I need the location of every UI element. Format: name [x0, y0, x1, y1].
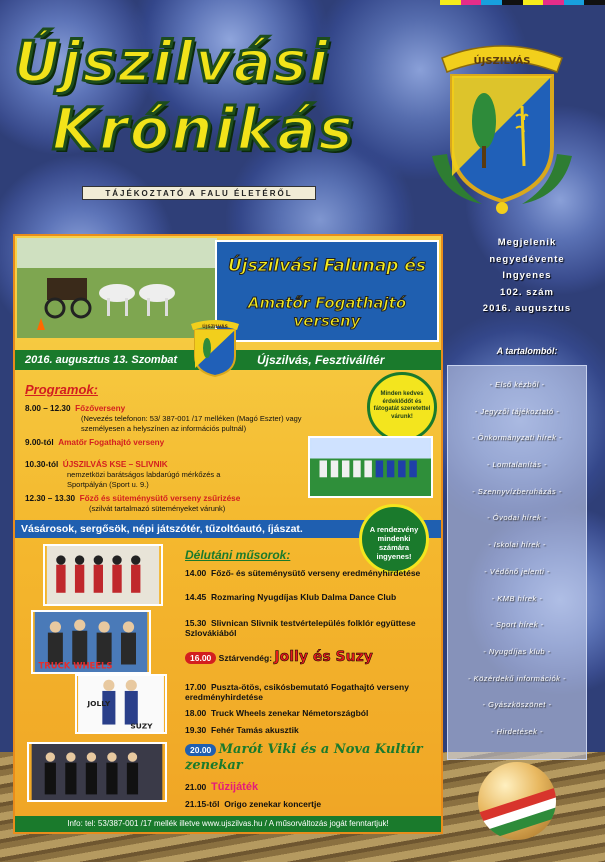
toc-item[interactable]: - Szennyvízberuházás - — [472, 486, 562, 496]
folk-dance-photo — [43, 544, 163, 606]
evening-item: 18.00 Truck Wheels zenekar Németországból — [185, 708, 369, 718]
color-bar — [440, 0, 605, 5]
toc-item[interactable]: - Védőnő jelenti - — [484, 566, 550, 576]
toc-item[interactable]: - KMB hírek - — [491, 593, 543, 603]
evening-item: 20.00 Marót Viki és a Nova Kultúr zenekar — [185, 742, 423, 773]
poster-crest-label: ÚJSZILVÁS — [202, 325, 228, 330]
village-crest-icon — [412, 36, 592, 216]
band-photo — [27, 742, 167, 802]
truck-wheels-label: TRUCK WHEELS — [38, 660, 113, 671]
crest-label: ÚJSZILVÁS — [473, 56, 531, 67]
evening-item: 15.30 Slivnican Slivnik testvértelepülés folklór együttese Szlovákiából — [185, 618, 416, 638]
toc-heading: A tartalomból: — [496, 346, 558, 356]
program-item: 10.30-tól ÚJSZILVÁS KSE – SLIVNIK nemzetközi barátságos labdarúgó mérkőzés a Sportpályán (Sport u. 9.) — [25, 460, 221, 489]
jolly-suzy-photo — [75, 674, 167, 734]
evening-item: 14.45 Rozmaring Nyugdíjas Klub Dalma Dance Club — [185, 592, 397, 602]
banner-title-line1: Újszilvási Falunap és — [227, 256, 427, 276]
jolly-label: JOLLY — [87, 698, 111, 708]
headline-band-name: Marót Viki és a Nova Kultúr zenekar — [185, 742, 423, 773]
free-entry-seal: A rendezvény mindenki számára ingyenes! — [359, 504, 429, 574]
fireworks-label: Tűzijáték — [211, 781, 259, 793]
suzy-label: SUZY — [130, 721, 153, 731]
program-item: 9.00-tól Amatőr Fogathajtó verseny — [25, 438, 165, 447]
banner-title-line2: Amatőr Fogathajtó verseny — [247, 294, 407, 330]
toc-item[interactable]: - Lomtalanítás - — [486, 460, 548, 470]
toc-item[interactable]: - Jegyzői tájékoztató - — [474, 406, 560, 416]
masthead-title-line1: Újszilvási — [14, 30, 330, 95]
evening-item: 17.00 Puszta-ötös, csikósbemutató Fogathajtó verseny eredményhirdetése — [185, 682, 409, 702]
issue-line: 2016. augusztus — [482, 303, 572, 314]
toc-item[interactable]: - Hirdetések - — [490, 726, 544, 736]
program-item: 12.30 – 13.30 Főző és süteménysütő verseny zsűrizése (szilvát tartalmazó süteményeket várunk) — [25, 494, 241, 513]
toc-item[interactable]: - Óvodai hírek - — [487, 513, 547, 523]
toc-item[interactable]: - Önkormányzati hírek - — [472, 433, 562, 443]
toc-item[interactable]: - Iskolai hírek - — [488, 540, 546, 550]
truck-wheels-photo — [31, 610, 151, 674]
masthead — [14, 30, 434, 162]
event-banner — [215, 240, 439, 342]
event-place: Újszilvás, Fesztiválítér — [257, 353, 385, 367]
masthead-subtitle: TÁJÉKOZTATÓ A FALU ÉLETÉRŐL — [82, 186, 316, 200]
football-team-photo — [308, 436, 433, 498]
poster-crest-icon — [187, 318, 243, 378]
event-date: 2016. augusztus 13. Szombat — [25, 354, 178, 366]
evening-item: 19.30 Fehér Tamás akusztik — [185, 725, 299, 735]
evening-item: 16.00 Sztárvendég: Jolly és Suzy — [185, 652, 435, 664]
program-item: 8.00 – 12.30 Főzőverseny (Nevezés telefonon: 53/ 387-001 /17 melléken (Magó Eszter) vagy személyesen a helyszínen az információs pultnál) — [25, 404, 302, 433]
poster-footer: Info: tel: 53/387-001 /17 mellék illetve www.ujszilvas.hu / A műsorváltozás jogát fenntartjuk! — [15, 816, 441, 832]
issue-line: Megjelenik — [497, 237, 557, 248]
issue-info — [462, 235, 592, 318]
delutani-heading: Délutáni műsorok: — [185, 548, 291, 562]
toc-item[interactable]: - Első kézből - — [489, 380, 545, 389]
masthead-title-line2: Krónikás — [52, 95, 355, 163]
star-guest-name: Jolly és Suzy — [274, 649, 373, 665]
evening-item: 14.00 Főző- és süteménysütő verseny eredményhirdetése — [185, 568, 421, 578]
toc-item[interactable]: - Gyászköszönet - — [482, 700, 552, 710]
table-of-contents — [447, 365, 587, 760]
issue-line: negyedévente — [489, 253, 565, 265]
issue-line: 102. szám — [500, 286, 554, 298]
evening-item: 21.00 Tűzijáték — [185, 781, 259, 793]
issue-line: Ingyenes — [502, 270, 552, 281]
toc-item[interactable]: - Sport hírek - — [490, 620, 544, 630]
toc-item[interactable]: - Közérdekű információk - — [468, 673, 566, 683]
attractions-bar: Vásárosok, sergősök, népi játszótér, tűzoltóautó, íjászat. — [15, 520, 441, 538]
bread-ribbon-icon — [478, 762, 556, 840]
toc-item[interactable]: - Nyugdíjas klub - — [483, 646, 551, 656]
event-poster — [13, 234, 443, 834]
welcome-seal: Minden kedves érdeklődőt és fátogatát szeretettel várunk! — [367, 372, 437, 442]
evening-item: 21.15-től Origo zenekar koncertje — [185, 799, 322, 809]
programok-heading: Programok: — [25, 382, 98, 397]
